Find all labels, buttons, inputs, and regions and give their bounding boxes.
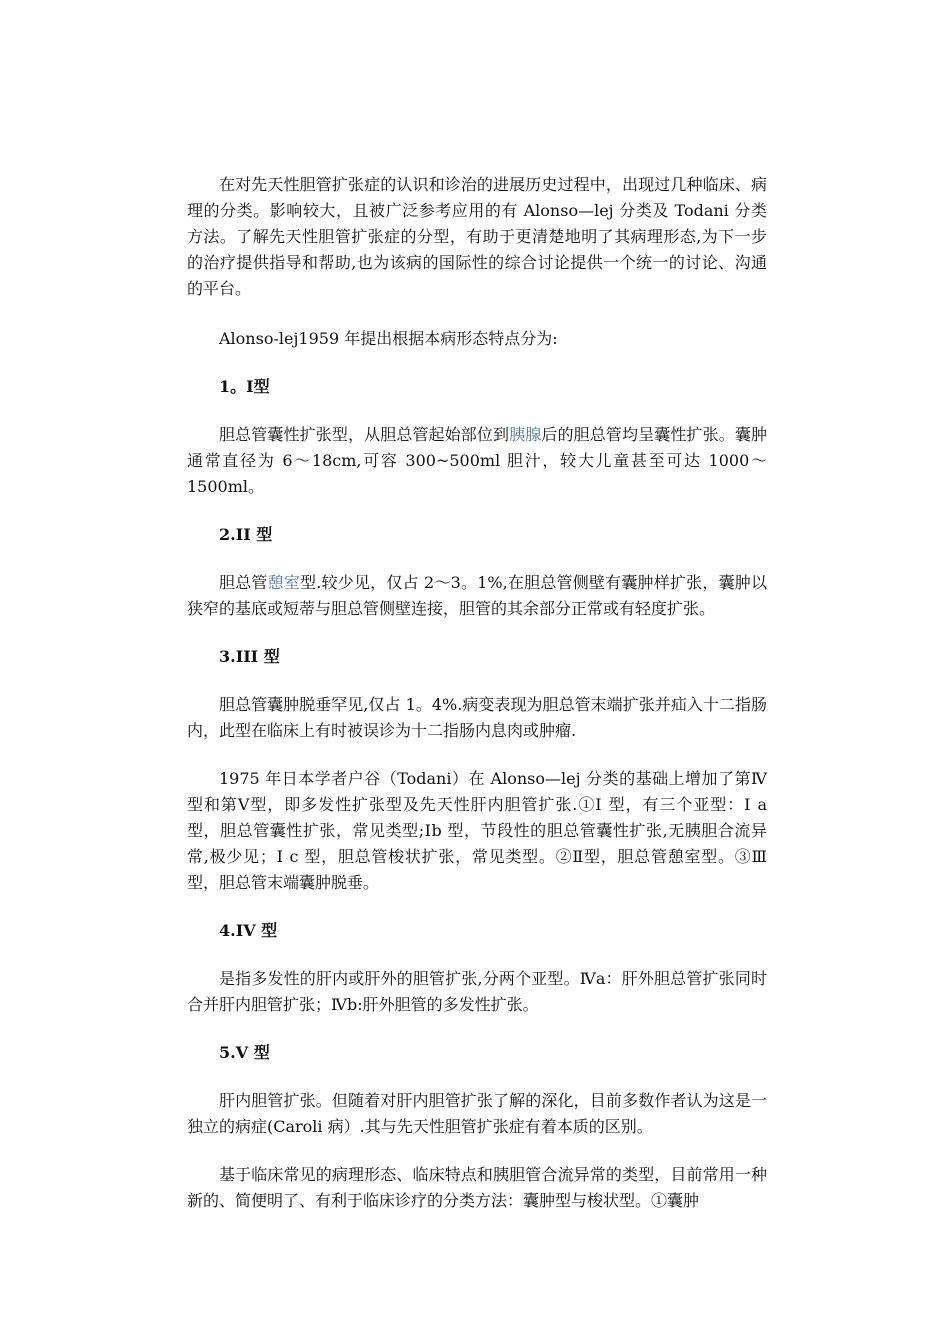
- type2-paragraph: [187, 570, 767, 622]
- document-page: [187, 172, 767, 1214]
- diverticulum-link[interactable]: 憩室: [267, 573, 301, 592]
- type5-paragraph: 肝内胆管扩张。但随着对肝内胆管扩张了解的深化，目前多数作者认为这是一独立的病症(Caroli 病）.其与先天性胆管扩张症有着本质的区别。: [187, 1091, 767, 1136]
- type5-heading: 5.V 型: [219, 1043, 270, 1062]
- type1-heading: 1。Ⅰ型: [219, 377, 270, 396]
- pancreas-link[interactable]: 胰腺: [509, 425, 542, 444]
- type4-paragraph: 是指多发性的肝内或肝外的胆管扩张,分两个亚型。Ⅳa：肝外胆总管扩张同时合并肝内胆管扩张；Ⅳb:肝外胆管的多发性扩张。: [187, 969, 767, 1014]
- type1-text-after: 后的胆总管均呈囊性扩张。囊肿通常直径为 6～18cm,可容 300~500ml 胆汁，较大儿童甚至可达 1000～1500ml。: [187, 425, 767, 496]
- type4-heading: 4.IV 型: [219, 921, 278, 940]
- type3-paragraph: 胆总管囊肿脱垂罕见,仅占 1。4%.病变表现为胆总管末端扩张并疝入十二指肠内，此型在临床上有时被误诊为十二指肠内息肉或肿瘤.: [187, 695, 767, 740]
- alonso-intro-paragraph: Alonso-lej1959 年提出根据本病形态特点分为:: [219, 329, 558, 348]
- type3-heading: 3.III 型: [219, 647, 280, 666]
- intro-paragraph: 在对先天性胆管扩张症的认识和诊治的进展历史过程中，出现过几种临床、病理的分类。影响较大，且被广泛参考应用的有 Alonso—lej 分类及 Todani 分类方法。了解先天性胆管扩张症的分型，有助于更清楚地明了其病理形态,为下一步的治疗提供指导和帮助,也为该病的国际性的综合讨论提供一个统一的讨论、沟通的平台。: [187, 175, 767, 298]
- type2-heading: 2.II 型: [219, 525, 273, 544]
- type2-text-before: 胆总管: [219, 573, 268, 592]
- type1-text-before: 胆总管囊性扩张型，从胆总管起始部位到: [219, 425, 510, 444]
- type2-text-after: 型.较少见，仅占 2～3。1%,在胆总管侧壁有囊肿样扩张，囊肿以狭窄的基底或短蒂与胆总管侧壁连接，胆管的其余部分正常或有轻度扩张。: [187, 573, 767, 618]
- clinical-paragraph: 基于临床常见的病理形态、临床特点和胰胆管合流异常的类型，目前常用一种新的、简便明了、有利于临床诊疗的分类方法：囊肿型与梭状型。①囊肿: [187, 1165, 767, 1210]
- todani-paragraph: 1975 年日本学者户谷（Todani）在 Alonso—lej 分类的基础上增加了第Ⅳ型和第Ⅴ型，即多发性扩张型及先天性肝内胆管扩张.①Ⅰ 型，有三个亚型：Ⅰ a 型，胆总管囊性扩张，常见类型;Ⅰb 型，节段性的胆总管囊性扩张,无胰胆合流异常,极少见；Ⅰ c 型，胆总管梭状扩张，常见类型。②Ⅱ型，胆总管憩室型。③Ⅲ型，胆总管末端囊肿脱垂。: [187, 769, 767, 892]
- type1-paragraph: [187, 422, 767, 500]
